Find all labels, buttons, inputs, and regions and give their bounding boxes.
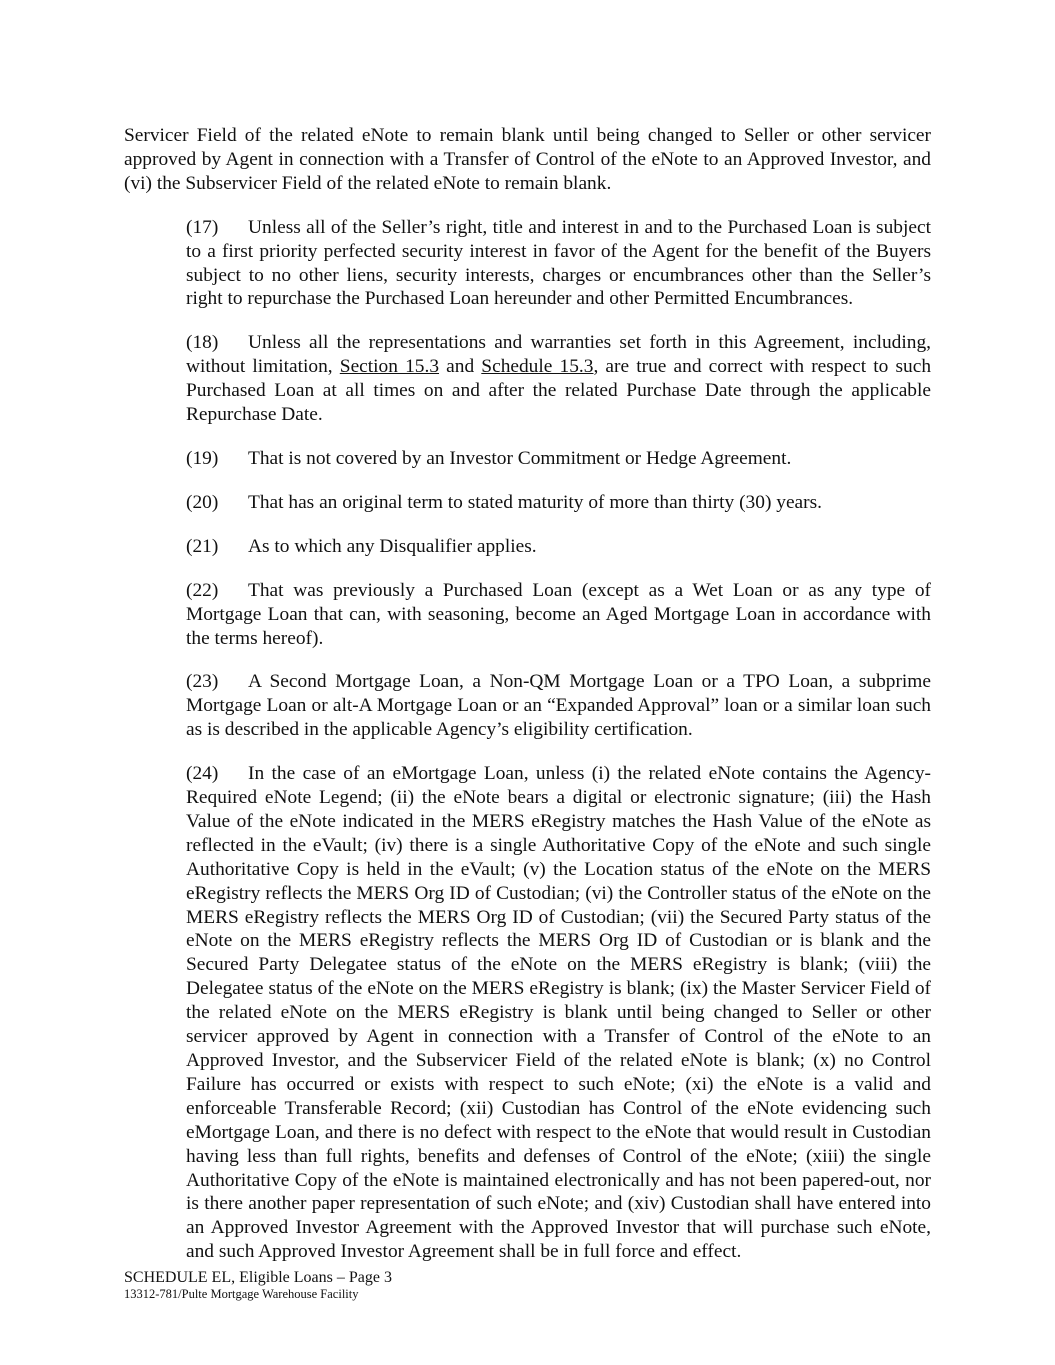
item-number: (22) <box>186 579 219 601</box>
intro-paragraph: Servicer Field of the related eNote to remain blank until being changed to Seller or other servicer approved by Agent in connection with a Transfer of Control of the eNote to an Approved Investor, and (vi) the Subservicer Field of the related eNote to remain blank. <box>124 125 931 194</box>
item-17 <box>124 216 931 312</box>
schedule-15-3-link[interactable]: Schedule 15.3 <box>481 356 594 378</box>
item-number: (24) <box>186 763 219 785</box>
footer-reference: 13312-781/Pulte Mortgage Warehouse Facility <box>124 1287 359 1301</box>
item-text: A Second Mortgage Loan, a Non-QM Mortgage Loan or a TPO Loan, a subprime Mortgage Loan or alt-A Mortgage Loan or an “Expanded Approval” loan or a similar loan such as is described in the applicable Agency’s eligibility certification. <box>186 671 931 741</box>
item-number: (20) <box>186 491 219 513</box>
item-text-tail: , are true and correct with respect to such Purchased Loan at all times on and after the related Purchase Date through the applicable Repurchase Date. <box>186 356 932 426</box>
item-text: That has an original term to stated maturity of more than thirty (30) years. <box>248 491 823 513</box>
item-text: As to which any Disqualifier applies. <box>248 535 537 557</box>
item-text-connector: and <box>439 356 482 378</box>
item-number: (18) <box>186 332 219 354</box>
section-15-3-link[interactable]: Section 15.3 <box>339 356 440 378</box>
item-18 <box>124 331 931 427</box>
footer-title: SCHEDULE EL, Eligible Loans – Page 3 <box>124 1269 392 1286</box>
item-number: (19) <box>186 447 219 469</box>
item-text: That is not covered by an Investor Commitment or Hedge Agreement. <box>248 447 792 469</box>
item-19 <box>124 447 931 471</box>
item-20 <box>124 491 931 515</box>
item-21 <box>124 535 931 559</box>
item-text: That was previously a Purchased Loan (except as a Wet Loan or as any type of Mortgage Loan that can, with seasoning, become an Aged Mortgage Loan in accordance with the terms hereof). <box>186 579 931 649</box>
item-23 <box>124 670 931 742</box>
item-text: Unless all the representations and warranties set forth in this Agreement, including, without limitation, <box>186 332 931 378</box>
item-number: (23) <box>186 671 219 693</box>
item-24 <box>124 762 931 1264</box>
item-text: Unless all of the Seller’s right, title and interest in and to the Purchased Loan is subject to a first priority perfected security interest in favor of the Agent for the benefit of the Buyers subject to no other liens, security interests, charges or encumbrances other than the Seller’s right to repurchase the Purchased Loan hereunder and other Permitted Encumbrances. <box>186 216 931 310</box>
item-22 <box>124 579 931 651</box>
item-text: In the case of an eMortgage Loan, unless (i) the related eNote contains the Agency-Required eNote Legend; (ii) the eNote bears a digital or electronic signature; (iii) the Hash Value of the eNote indicated in the MERS eRegistry matches the Hash Value of the eNote as reflected in the eVault; (iv) there is a single Authoritative Copy of the eNote and such single Authoritative Copy is held in the eVault; (v) the Location status of the eNote on the MERS eRegistry reflects the MERS Org ID of Custodian; (vi) the Controller status of the eNote on the MERS eRegistry reflects the MERS Org ID of Custodian; (vii) the Secured Party status of the eNote on the MERS eRegistry reflects the MERS Org ID of Custodian or is blank and the Secured Party Delegatee status of the eNote on the MERS eRegistry is blank; (viii) the Delegatee status of the eNote on the MERS eRegistry is blank; (ix) the Master Servicer Field of the related eNote on the MERS eRegistry is blank until being changed to Seller or other servicer approved by Agent in connection with a Transfer of Control of the eNote to an Approved Investor, and the Subservicer Field of the related eNote is blank; (x) no Control Failure has occurred or exists with respect to such eNote; (xi) the eNote is a valid and enforceable Transferable Record; (xii) Custodian has Control of the eNote evidencing such eMortgage Loan, and there is no defect with respect to the eNote that would result in Custodian having less than full rights, benefits and defenses of Control of the eNote; (xiii) the single Authoritative Copy of the eNote is maintained electronically and has not been papered-out, nor is there another paper representation of such eNote; and (xiv) Custodian shall have entered into an Approved Investor Agreement with the Approved Investor that will purchase such eNote, and such Approved Investor Agreement shall be in full force and effect. <box>186 763 931 1263</box>
item-number: (21) <box>186 535 219 557</box>
item-number: (17) <box>186 216 219 238</box>
document-body <box>124 124 931 1284</box>
page-footer <box>124 1268 392 1302</box>
